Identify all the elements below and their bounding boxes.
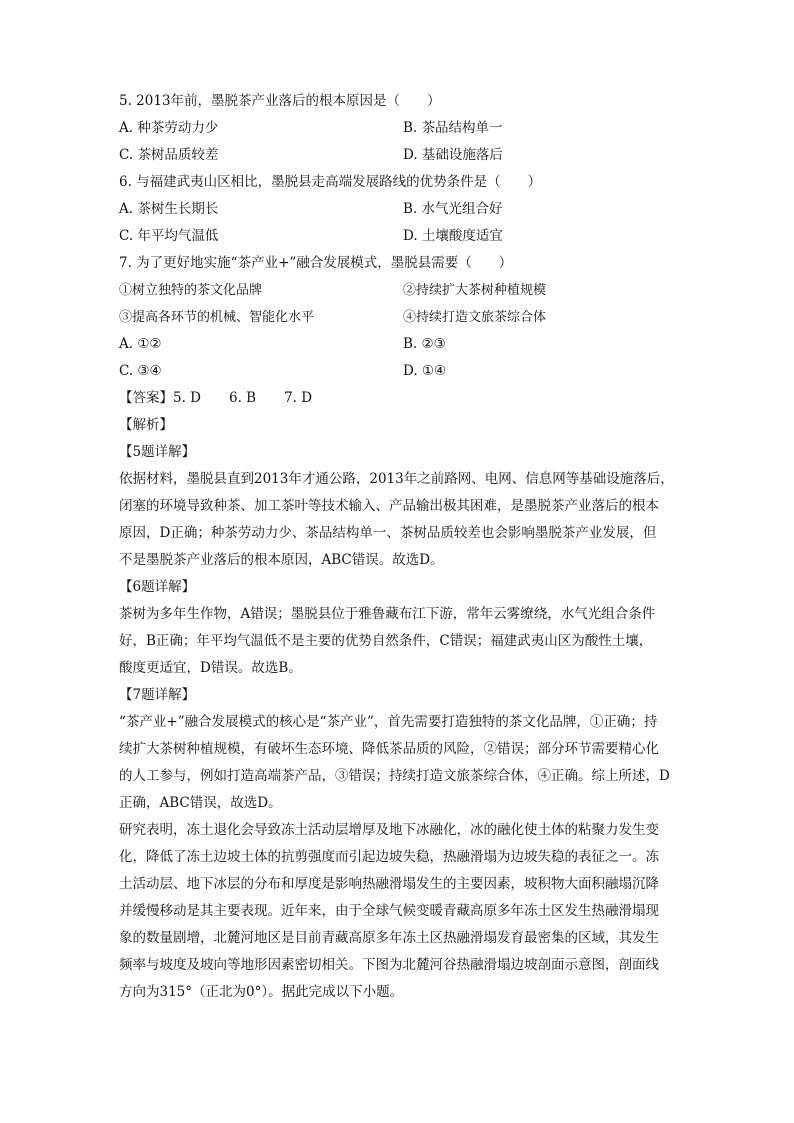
answer-line xyxy=(119,385,694,412)
question-7-options-row-2 xyxy=(119,358,694,385)
detail-7-label: 【7题详解】 xyxy=(119,687,196,703)
text-line: 化，降低了冻土边坡土体的抗剪强度而引起边坡失稳，热融滑塌为边坡失稳的表征之一。冻 xyxy=(119,849,659,865)
text-line: “茶产业+”融合发展模式的核心是“茶产业”，首先需要打造独特的茶文化品牌，①正确；持 xyxy=(119,714,658,730)
item-3: ③提高各环节的机械、智能化水平 xyxy=(119,310,315,325)
passage-text xyxy=(119,817,694,1006)
text-line: 好，B正确；年平均气温低不是主要的优势自然条件，C错误；福建武夷山区为酸性土壤， xyxy=(119,633,653,649)
question-7-stem: 7. 为了更好地实施“茶产业+”融合发展模式，墨脱县需要（ ） xyxy=(119,255,513,271)
question-7-items-row-1 xyxy=(119,277,694,304)
document-page xyxy=(119,88,694,1006)
option-d: D. 基础设施落后 xyxy=(403,147,503,163)
option-d: D. 土壤酸度适宜 xyxy=(403,228,503,244)
question-6-stem: 6. 与福建武夷山区相比，墨脱县走高端发展路线的优势条件是（ ） xyxy=(119,174,542,190)
text-line: 象的数量剧增，北麓河地区是目前青藏高原多年冻土区热融滑塌发育最密集的区域，其发生 xyxy=(119,930,659,946)
text-line: 并缓慢移动是其主要表现。近年来，由于全球气候变暖青藏高原多年冻土区发生热融滑塌现 xyxy=(119,903,659,919)
question-5-stem: 5. 2013年前，墨脱茶产业落后的根本原因是（ ） xyxy=(119,93,441,109)
option-c: C. 茶树品质较差 xyxy=(119,147,219,163)
question-7-options-row-1 xyxy=(119,331,694,358)
text-line: 酸度更适宜，D错误。故选B。 xyxy=(119,660,302,676)
text-line: 原因，D正确；种茶劳动力少、茶品结构单一、茶树品质较差也会影响墨脱茶产业发展，但 xyxy=(119,525,657,541)
item-4: ④持续打造文旅茶综合体 xyxy=(403,310,547,325)
question-5-options-row-2 xyxy=(119,142,694,169)
detail-7-text xyxy=(119,709,694,817)
text-line: 研究表明，冻土退化会导致冻土活动层增厚及地下冰融化，冰的融化使土体的粘聚力发生变 xyxy=(119,822,659,838)
text-line: 土活动层、地下冰层的分布和厚度是影响热融滑塌发生的主要因素，坡积物大面积融塌沉降 xyxy=(119,876,659,892)
text-line: 茶树为多年生作物，A错误；墨脱县位于雅鲁藏布江下游，常年云雾缭绕，水气光组合条件 xyxy=(119,606,656,622)
detail-5-label: 【5题详解】 xyxy=(119,444,196,460)
text-line: 方向为315°（正北为0°）。据此完成以下小题。 xyxy=(119,984,404,1000)
question-6-options-row-1 xyxy=(119,196,694,223)
question-7-items-row-2 xyxy=(119,304,694,331)
text-line: 不是墨脱茶产业落后的根本原因，ABC错误。故选D。 xyxy=(119,552,444,568)
detail-6-label: 【6题详解】 xyxy=(119,579,196,595)
answer-6: 6. B xyxy=(229,390,257,406)
text-line: 的人工参与，例如打造高端茶产品，③错误；持续打造文旅茶综合体，④正确。综上所述，D xyxy=(119,768,670,784)
answer-7: 7. D xyxy=(284,390,313,406)
option-a: A. 茶树生长期长 xyxy=(119,201,219,217)
option-d: D. ①④ xyxy=(403,363,447,379)
detail-6-text xyxy=(119,601,694,682)
text-line: 依据材料，墨脱县直到2013年才通公路，2013年之前路网、电网、信息网等基础设施落后， xyxy=(119,471,674,487)
detail-5-text xyxy=(119,466,694,574)
question-6-options-row-2 xyxy=(119,223,694,250)
option-a: A. 种茶劳动力少 xyxy=(119,120,219,136)
option-b: B. 茶品结构单一 xyxy=(403,120,503,136)
text-line: 正确，ABC错误，故选D。 xyxy=(119,795,282,811)
text-line: 续扩大茶树种植规模，有破坏生态环境、降低茶品质的风险，②错误；部分环节需要精心化 xyxy=(119,741,659,757)
analysis-label: 【解析】 xyxy=(119,417,173,433)
question-5-options-row-1 xyxy=(119,115,694,142)
item-1: ①树立独特的茶文化品牌 xyxy=(119,283,263,298)
option-b: B. 水气光组合好 xyxy=(403,201,503,217)
option-c: C. ③④ xyxy=(119,363,162,379)
answer-label: 【答案】 xyxy=(119,390,173,406)
text-line: 闭塞的环境导致种茶、加工茶叶等技术输入、产品输出极其困难，是墨脱茶产业落后的根本 xyxy=(119,498,659,514)
option-b: B. ②③ xyxy=(403,336,446,352)
answer-5: 5. D xyxy=(173,390,201,406)
option-a: A. ①② xyxy=(119,336,162,352)
item-2: ②持续扩大茶树种植规模 xyxy=(403,283,547,298)
text-line: 频率与坡度及坡向等地形因素密切相关。下图为北麓河谷热融滑塌边坡剖面示意图，剖面线 xyxy=(119,957,659,973)
option-c: C. 年平均气温低 xyxy=(119,228,219,244)
